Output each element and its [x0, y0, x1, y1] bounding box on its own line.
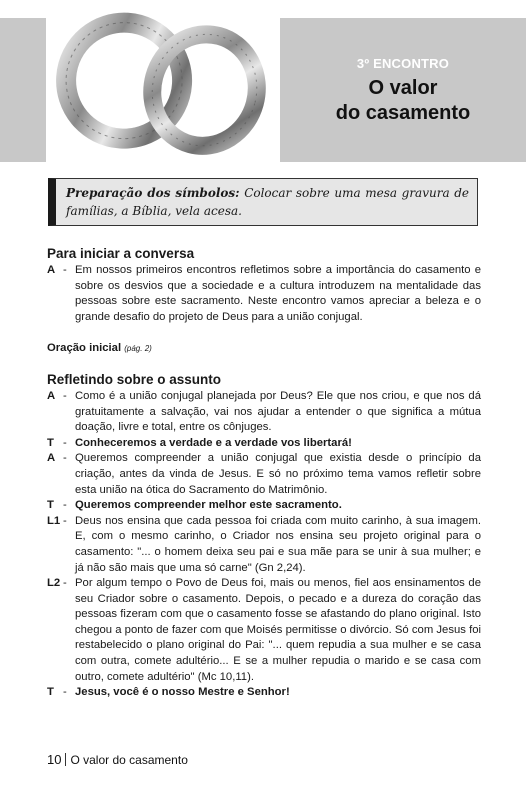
dash: -: [63, 389, 67, 402]
dash: -: [63, 452, 67, 465]
speaker-label: A: [47, 264, 56, 276]
section-title-iniciar: Para iniciar a conversa: [47, 246, 195, 261]
dialogue-line: [47, 498, 481, 514]
dialogue-line: [47, 685, 481, 701]
dialogue-line: [47, 436, 481, 452]
speaker-label: T: [47, 499, 54, 512]
wedding-rings-image: [46, 0, 280, 162]
page-footer: [47, 752, 188, 767]
footer-divider: [65, 753, 66, 766]
speaker-label: A: [47, 389, 56, 402]
dialogue-line: [47, 263, 481, 325]
dash: -: [63, 577, 67, 590]
title-line-1: O valor: [368, 77, 438, 99]
oracao-label: Oração inicial: [47, 342, 122, 355]
dialogue-text: Deus nos ensina que cada pessoa foi criada com muito carinho, à sua imagem. E, com o mesmo carinho, o Criador nos ensina seu projeto original para o casamento: "... o homem deixa seu pai e sua mãe para se unir à sua mulher; e já não são mais que uma só carne" (Gn 2,24).: [75, 514, 481, 574]
page-title: [280, 76, 526, 126]
preparation-label: Preparação dos símbolos:: [66, 186, 240, 200]
encontro-label: 3º ENCONTRO: [356, 56, 450, 71]
dash: -: [63, 499, 67, 512]
speaker-label: L2: [47, 577, 61, 590]
dialogue-text: Como é a união conjugal planejada por Deus? Ele que nos criou, e que nos dá gratuitamente a salvação, vai nos ajudar a entender o que significa a mútua doação, livre e total, entre os cônjuges.: [75, 389, 481, 434]
dialogue-text: Por algum tempo o Povo de Deus foi, mais ou menos, fiel aos ensinamentos de seu Criador sobre o casamento. Depois, o pecado e a dureza do coração das pessoas fizeram com que o casamento fosse se afastando do plano original. Isto chegou a ponto de fazer com que Moisés permitisse o divórcio. Só com Jesus foi restabelecido o plano original do Pai: "... quem repudia a sua mulher e se casa com outra, comete adultério... E se a mulher repudia o marido e se casa com outro, comete adultério" (Mc 10,11).: [75, 577, 481, 683]
dash: -: [63, 436, 67, 449]
oracao-page-ref: (pág. 2): [124, 344, 152, 354]
dash: -: [63, 514, 67, 527]
speaker-label: L1: [47, 514, 61, 527]
page-number: 10: [47, 752, 62, 767]
dialogue-line: [47, 389, 481, 436]
dialogue-text: Queremos compreender melhor este sacramento.: [75, 499, 342, 512]
page-header: [0, 0, 526, 162]
running-title: O valor do casamento: [70, 753, 188, 767]
header-band-left: [0, 18, 46, 162]
preparation-text: Colocar sobre uma mesa gravura de famílias, a Bíblia, vela acesa.: [66, 186, 469, 218]
dash: -: [63, 686, 67, 699]
dialogue-text: Conheceremos a verdade e a verdade vos libertará!: [75, 436, 352, 449]
dialogue-text: Jesus, você é o nosso Mestre e Senhor!: [75, 686, 290, 699]
dialogue-line: [47, 576, 481, 685]
dialogue-line: [47, 451, 481, 498]
dialogue-line: [47, 514, 481, 576]
dash: -: [63, 264, 67, 276]
dialogue-text: Em nossos primeiros encontros refletimos sobre a importância do casamento e sobre os desvios que a sociedade e a cultura introduzem na mentalidade das pessoas sobre este sacramento. Neste encontro vamos apreciar a beleza e o grande desafio do projeto de Deus para a união conjugal.: [75, 264, 481, 323]
speaker-label: T: [47, 436, 54, 449]
main-content: [47, 245, 481, 701]
speaker-label: T: [47, 686, 54, 699]
speaker-label: A: [47, 452, 56, 465]
section-title-refletindo: Refletindo sobre o assunto: [47, 371, 222, 387]
preparation-box: [48, 178, 478, 226]
header-title-panel: [280, 18, 526, 162]
oracao-inicial: [47, 341, 481, 357]
title-line-2: do casamento: [335, 102, 471, 124]
dialogue-text: Queremos compreender a união conjugal que existia desde o princípio da criação, antes da vinda de Jesus. E só no próximo tema vamos refletir sobre esta união na ótica do Sacramento do Matrimônio.: [75, 452, 481, 496]
